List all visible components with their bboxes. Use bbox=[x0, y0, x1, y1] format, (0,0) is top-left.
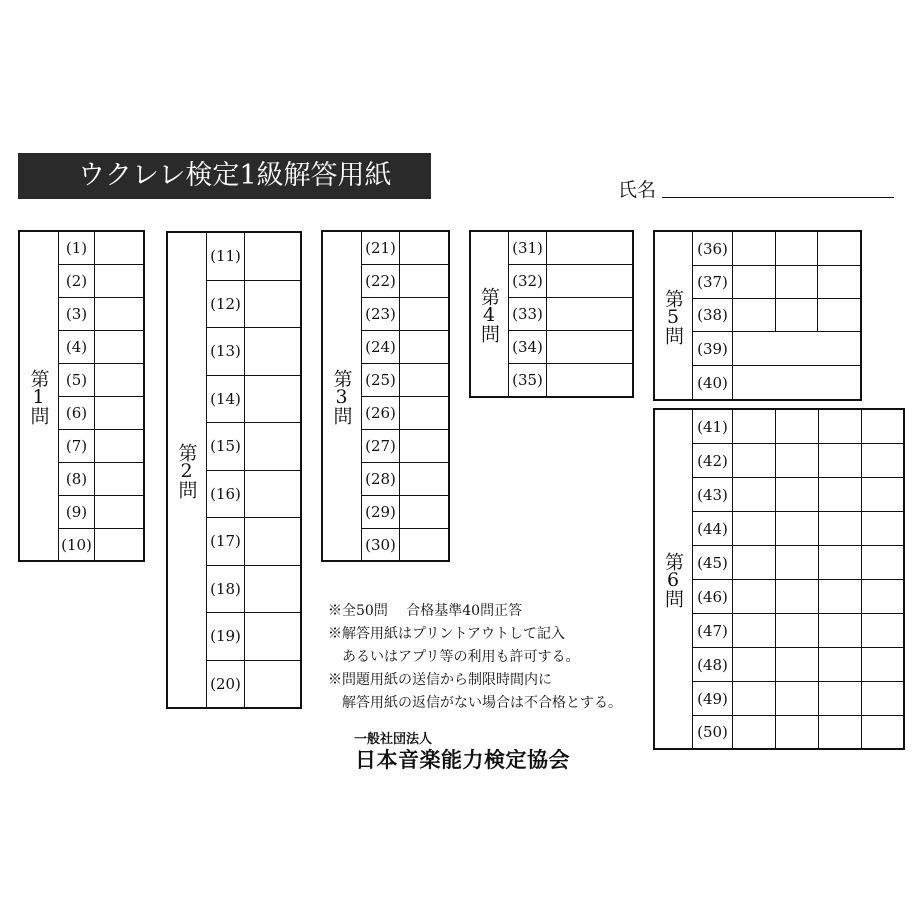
question-number: (33) bbox=[509, 298, 547, 330]
section-4-label: 第4問 bbox=[471, 232, 509, 396]
section-1-block bbox=[18, 230, 145, 562]
answer-cell bbox=[400, 331, 448, 363]
answer-cell bbox=[400, 463, 448, 495]
answer-cell bbox=[733, 410, 776, 443]
note-line: 解答用紙の返信がない場合は不合格とする。 bbox=[328, 695, 622, 711]
answer-cell bbox=[776, 266, 818, 298]
answer-cell bbox=[862, 682, 903, 715]
answer-row bbox=[693, 478, 903, 512]
answer-cell bbox=[400, 265, 448, 297]
answer-cell bbox=[245, 518, 300, 565]
answer-cell bbox=[776, 299, 818, 331]
question-number: (47) bbox=[693, 614, 733, 647]
answer-cell bbox=[862, 444, 903, 477]
section-4-block bbox=[469, 230, 634, 398]
answer-cell bbox=[547, 331, 632, 363]
answer-cell bbox=[245, 613, 300, 660]
question-number: (6) bbox=[59, 397, 95, 429]
question-number: (48) bbox=[693, 648, 733, 681]
question-number: (20) bbox=[207, 661, 245, 707]
answer-row bbox=[362, 298, 448, 331]
answer-row bbox=[362, 331, 448, 364]
answer-cell bbox=[400, 529, 448, 560]
answer-cell bbox=[95, 298, 143, 330]
question-number: (28) bbox=[362, 463, 400, 495]
question-number: (34) bbox=[509, 331, 547, 363]
answer-cell bbox=[95, 529, 143, 560]
answer-row bbox=[693, 682, 903, 716]
answer-row bbox=[693, 716, 903, 748]
answer-row bbox=[693, 546, 903, 580]
answer-cell bbox=[862, 410, 903, 443]
answer-row bbox=[693, 648, 903, 682]
question-number: (45) bbox=[693, 546, 733, 579]
answer-cell bbox=[245, 661, 300, 707]
answer-cell bbox=[818, 299, 860, 331]
question-number: (4) bbox=[59, 331, 95, 363]
question-number: (26) bbox=[362, 397, 400, 429]
question-number: (41) bbox=[693, 410, 733, 443]
answer-cell bbox=[547, 232, 632, 264]
section-6-label: 第6問 bbox=[655, 410, 693, 748]
answer-row bbox=[207, 566, 300, 614]
question-number: (27) bbox=[362, 430, 400, 462]
answer-cell bbox=[733, 332, 860, 365]
note-line: ※問題用紙の送信から制限時間内に bbox=[328, 672, 552, 688]
answer-row bbox=[207, 281, 300, 329]
question-number: (9) bbox=[59, 496, 95, 528]
question-number: (36) bbox=[693, 232, 733, 265]
section-3-rows bbox=[362, 232, 448, 560]
answer-cell bbox=[95, 430, 143, 462]
question-number: (14) bbox=[207, 376, 245, 423]
answer-row bbox=[509, 298, 632, 331]
answer-row bbox=[509, 331, 632, 364]
question-number: (11) bbox=[207, 233, 245, 280]
answer-row bbox=[207, 613, 300, 661]
answer-cell bbox=[819, 546, 862, 579]
answer-row bbox=[362, 232, 448, 265]
answer-cell bbox=[733, 444, 776, 477]
question-number: (10) bbox=[59, 529, 95, 560]
answer-cell bbox=[245, 328, 300, 375]
answer-cell bbox=[245, 423, 300, 470]
question-number: (13) bbox=[207, 328, 245, 375]
organization-name: 日本音楽能力検定協会 bbox=[355, 748, 570, 772]
answer-cell bbox=[862, 512, 903, 545]
section-3-label: 第3問 bbox=[323, 232, 362, 560]
answer-cell bbox=[95, 397, 143, 429]
section-2-block bbox=[166, 231, 302, 709]
section-5-rows bbox=[693, 232, 860, 399]
answer-cell bbox=[733, 512, 776, 545]
question-number: (30) bbox=[362, 529, 400, 560]
answer-cell bbox=[95, 364, 143, 396]
section-4-rows bbox=[509, 232, 632, 396]
answer-cell bbox=[819, 478, 862, 511]
answer-row bbox=[693, 512, 903, 546]
answer-cell bbox=[95, 331, 143, 363]
question-number: (15) bbox=[207, 423, 245, 470]
answer-row bbox=[693, 410, 903, 444]
answer-cell bbox=[819, 580, 862, 613]
answer-row bbox=[693, 614, 903, 648]
answer-cell bbox=[776, 410, 819, 443]
section-6-block bbox=[653, 408, 905, 750]
answer-row bbox=[362, 364, 448, 397]
section-1-rows bbox=[59, 232, 143, 560]
answer-cell bbox=[819, 614, 862, 647]
answer-row bbox=[693, 366, 860, 399]
answer-cell bbox=[733, 580, 776, 613]
answer-row bbox=[59, 298, 143, 331]
answer-cell bbox=[95, 265, 143, 297]
section-5-block bbox=[653, 230, 862, 401]
answer-cell bbox=[400, 298, 448, 330]
question-number: (38) bbox=[693, 299, 733, 331]
question-number: (5) bbox=[59, 364, 95, 396]
answer-cell bbox=[776, 512, 819, 545]
answer-cell bbox=[862, 614, 903, 647]
answer-row bbox=[362, 265, 448, 298]
section-2-label: 第2問 bbox=[168, 233, 207, 707]
answer-cell bbox=[245, 471, 300, 518]
answer-row bbox=[207, 471, 300, 519]
answer-cell bbox=[862, 580, 903, 613]
question-number: (49) bbox=[693, 682, 733, 715]
answer-cell bbox=[862, 716, 903, 748]
question-number: (32) bbox=[509, 265, 547, 297]
answer-cell bbox=[776, 444, 819, 477]
answer-cell bbox=[245, 376, 300, 423]
answer-cell bbox=[400, 232, 448, 264]
answer-cell bbox=[733, 648, 776, 681]
answer-row bbox=[693, 332, 860, 366]
answer-cell bbox=[819, 682, 862, 715]
answer-cell bbox=[819, 410, 862, 443]
answer-cell bbox=[547, 265, 632, 297]
answer-cell bbox=[862, 546, 903, 579]
section-1-label: 第1問 bbox=[20, 232, 59, 560]
answer-cell bbox=[95, 232, 143, 264]
answer-cell bbox=[819, 648, 862, 681]
answer-cell bbox=[400, 397, 448, 429]
answer-cell bbox=[733, 232, 776, 265]
answer-cell bbox=[547, 364, 632, 396]
question-number: (17) bbox=[207, 518, 245, 565]
question-number: (1) bbox=[59, 232, 95, 264]
organization-type: 一般社団法人 bbox=[354, 732, 433, 747]
answer-cell bbox=[733, 266, 776, 298]
answer-row bbox=[207, 518, 300, 566]
question-number: (31) bbox=[509, 232, 547, 264]
question-number: (23) bbox=[362, 298, 400, 330]
answer-cell bbox=[776, 614, 819, 647]
name-label: 氏名 bbox=[618, 179, 657, 201]
answer-row bbox=[362, 397, 448, 430]
answer-cell bbox=[776, 716, 819, 748]
question-number: (2) bbox=[59, 265, 95, 297]
question-number: (7) bbox=[59, 430, 95, 462]
answer-row bbox=[693, 299, 860, 332]
answer-row bbox=[59, 496, 143, 529]
answer-cell bbox=[245, 566, 300, 613]
answer-row bbox=[59, 397, 143, 430]
question-number: (40) bbox=[693, 366, 733, 399]
answer-row bbox=[207, 376, 300, 424]
answer-row bbox=[693, 444, 903, 478]
question-number: (37) bbox=[693, 266, 733, 298]
answer-row bbox=[509, 232, 632, 265]
question-number: (50) bbox=[693, 716, 733, 748]
answer-row bbox=[207, 661, 300, 707]
answer-row bbox=[59, 463, 143, 496]
question-number: (44) bbox=[693, 512, 733, 545]
note-line: あるいはアプリ等の利用も許可する。 bbox=[328, 649, 580, 665]
answer-row bbox=[693, 232, 860, 266]
answer-cell bbox=[400, 496, 448, 528]
answer-cell bbox=[400, 430, 448, 462]
answer-cell bbox=[776, 682, 819, 715]
question-number: (29) bbox=[362, 496, 400, 528]
answer-cell bbox=[733, 682, 776, 715]
answer-cell bbox=[733, 299, 776, 331]
answer-cell bbox=[819, 512, 862, 545]
answer-cell bbox=[733, 478, 776, 511]
section-6-rows bbox=[693, 410, 903, 748]
answer-cell bbox=[245, 281, 300, 328]
question-number: (8) bbox=[59, 463, 95, 495]
answer-row bbox=[362, 430, 448, 463]
answer-cell bbox=[819, 716, 862, 748]
answer-cell bbox=[733, 716, 776, 748]
answer-row bbox=[693, 266, 860, 299]
question-number: (19) bbox=[207, 613, 245, 660]
answer-cell bbox=[776, 580, 819, 613]
answer-cell bbox=[776, 546, 819, 579]
question-number: (21) bbox=[362, 232, 400, 264]
answer-cell bbox=[818, 266, 860, 298]
answer-cell bbox=[862, 648, 903, 681]
section-3-block bbox=[321, 230, 450, 562]
question-number: (25) bbox=[362, 364, 400, 396]
answer-cell bbox=[776, 232, 818, 265]
answer-row bbox=[207, 233, 300, 281]
question-number: (35) bbox=[509, 364, 547, 396]
answer-row bbox=[362, 496, 448, 529]
answer-cell bbox=[400, 364, 448, 396]
question-number: (3) bbox=[59, 298, 95, 330]
question-number: (18) bbox=[207, 566, 245, 613]
answer-cell bbox=[733, 614, 776, 647]
question-number: (46) bbox=[693, 580, 733, 613]
note-line: ※解答用紙はプリントアウトして記入 bbox=[328, 626, 566, 642]
answer-row bbox=[207, 423, 300, 471]
answer-cell bbox=[818, 232, 860, 265]
section-2-rows bbox=[207, 233, 300, 707]
answer-cell bbox=[733, 366, 860, 399]
answer-cell bbox=[776, 478, 819, 511]
answer-row bbox=[362, 529, 448, 560]
answer-row bbox=[362, 463, 448, 496]
question-number: (39) bbox=[693, 332, 733, 365]
answer-sheet-title: ウクレレ検定1級解答用紙 bbox=[18, 153, 431, 199]
answer-cell bbox=[245, 233, 300, 280]
answer-row bbox=[59, 265, 143, 298]
answer-row bbox=[693, 580, 903, 614]
question-number: (43) bbox=[693, 478, 733, 511]
instructions-notes bbox=[328, 600, 622, 715]
answer-row bbox=[59, 331, 143, 364]
answer-cell bbox=[776, 648, 819, 681]
answer-row bbox=[207, 328, 300, 376]
answer-cell bbox=[862, 478, 903, 511]
answer-cell bbox=[95, 463, 143, 495]
answer-cell bbox=[547, 298, 632, 330]
answer-row bbox=[509, 364, 632, 396]
question-number: (16) bbox=[207, 471, 245, 518]
answer-row bbox=[59, 430, 143, 463]
answer-cell bbox=[819, 444, 862, 477]
question-number: (24) bbox=[362, 331, 400, 363]
answer-row bbox=[59, 364, 143, 397]
question-number: (22) bbox=[362, 265, 400, 297]
note-line: ※全50問 合格基準40問正答 bbox=[328, 603, 523, 619]
answer-cell bbox=[95, 496, 143, 528]
answer-row bbox=[509, 265, 632, 298]
answer-row bbox=[59, 529, 143, 560]
name-write-line bbox=[662, 197, 894, 198]
question-number: (42) bbox=[693, 444, 733, 477]
answer-cell bbox=[733, 546, 776, 579]
question-number: (12) bbox=[207, 281, 245, 328]
answer-row bbox=[59, 232, 143, 265]
section-5-label: 第5問 bbox=[655, 232, 693, 399]
